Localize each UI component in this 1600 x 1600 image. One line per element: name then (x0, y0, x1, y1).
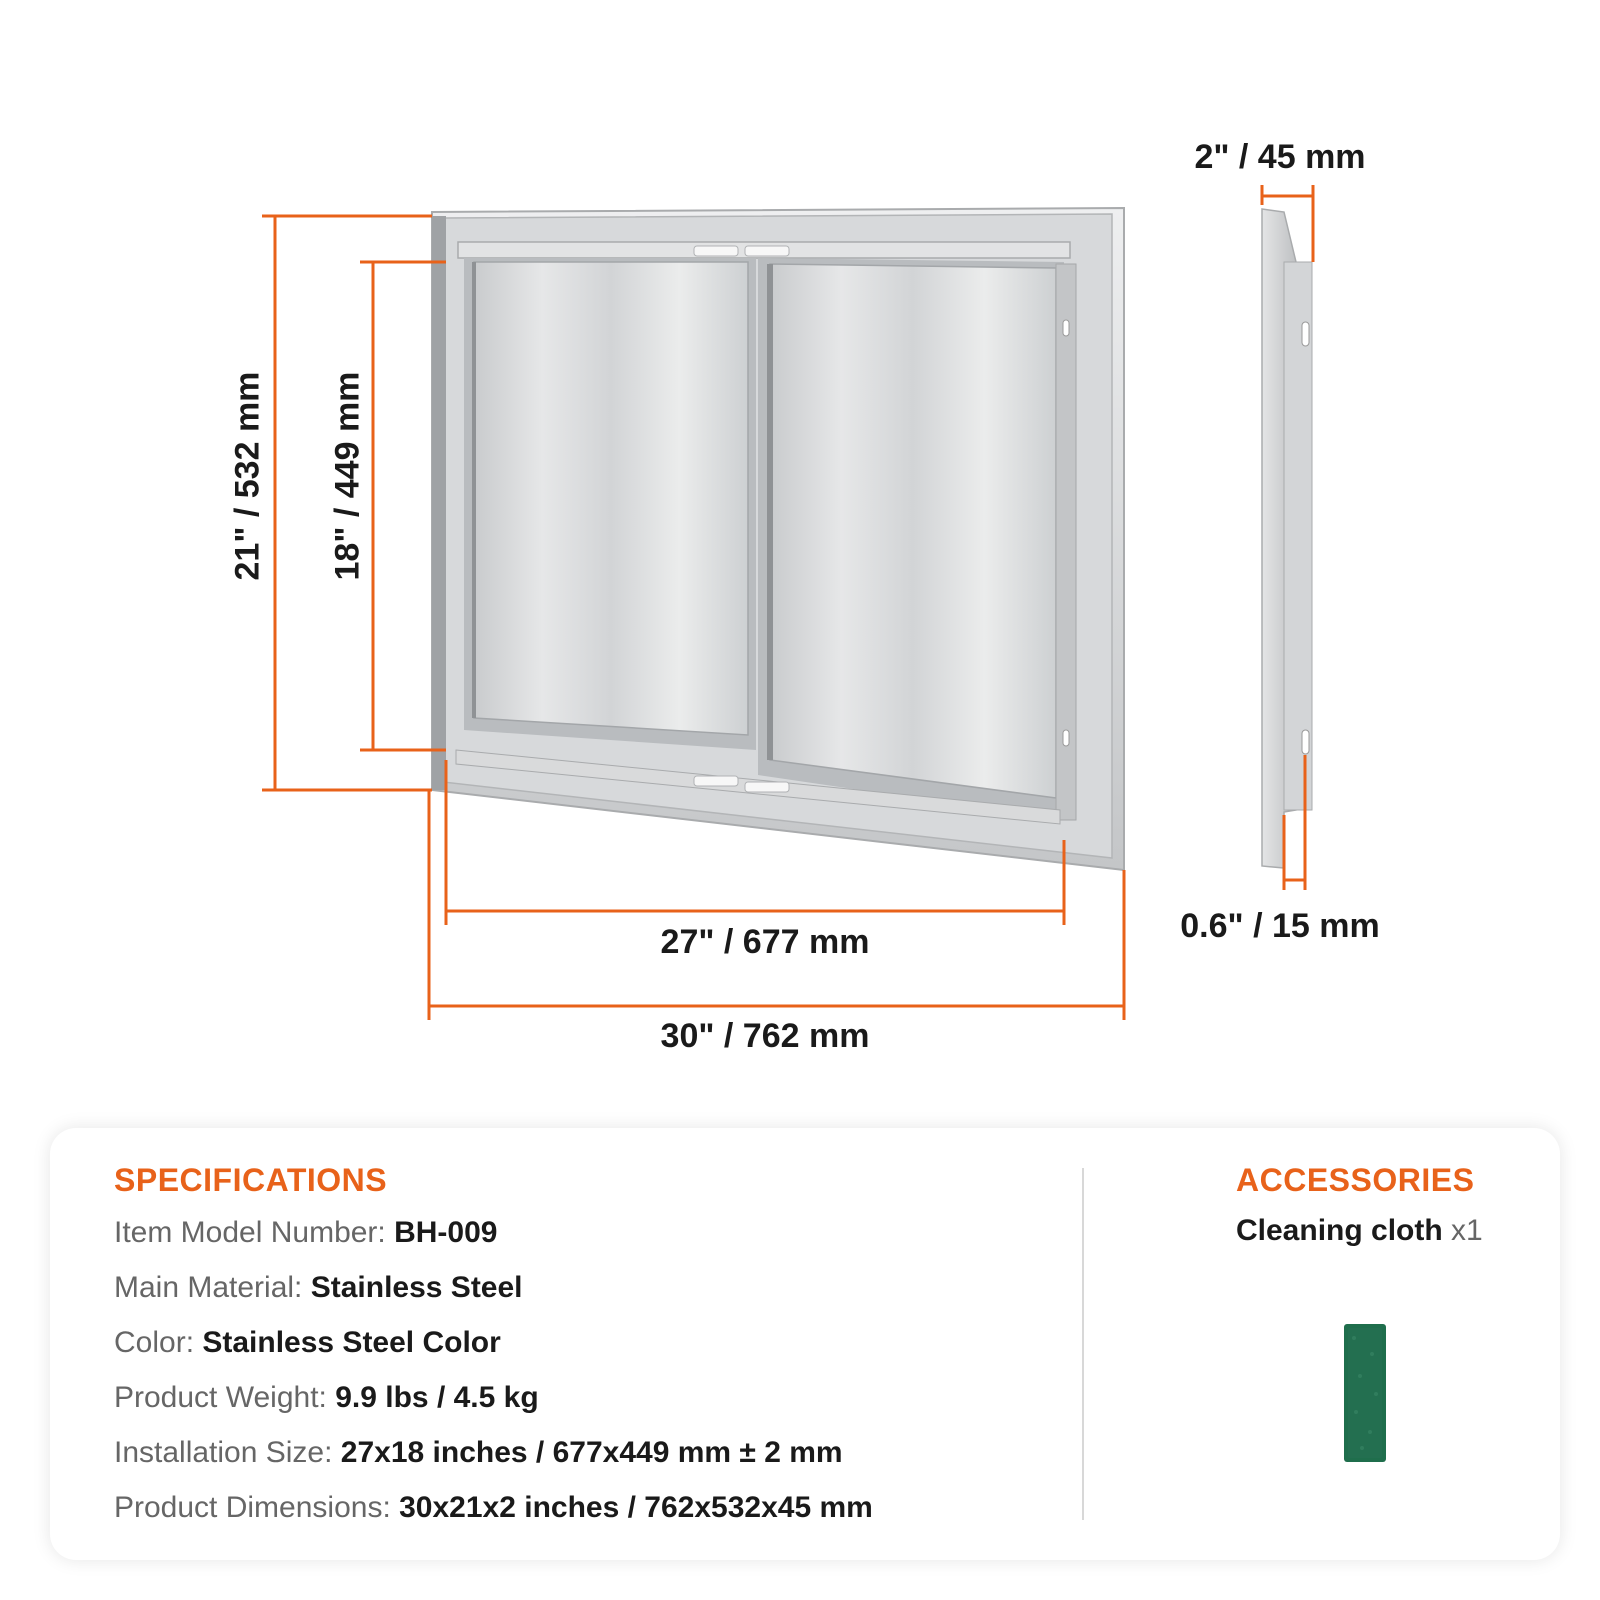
accessory-name: Cleaning cloth (1236, 1214, 1443, 1247)
overall-width-label: 30" / 762 mm (660, 1017, 870, 1055)
spec-label: Installation Size: (114, 1436, 341, 1469)
accessories-title: ACCESSORIES (1236, 1162, 1475, 1198)
left-door (464, 258, 756, 750)
spec-row-material (114, 1271, 523, 1305)
spec-label: Product Weight: (114, 1381, 336, 1414)
spec-value: Stainless Steel (310, 1271, 523, 1304)
spec-value: 27x18 inches / 677x449 mm ± 2 mm (340, 1436, 843, 1469)
cleaning-cloth-icon (1344, 1324, 1386, 1462)
spec-label: Item Model Number: (114, 1216, 395, 1249)
divider (1082, 1168, 1084, 1520)
spec-label: Main Material: (114, 1271, 311, 1304)
specs-card (50, 1128, 1560, 1560)
depth-label: 2" / 45 mm (1194, 138, 1366, 176)
spec-row-color (114, 1326, 501, 1360)
spec-row-weight (114, 1381, 539, 1415)
spec-value: Stainless Steel Color (202, 1326, 501, 1359)
inner-height-label: 18" / 449 mm (328, 371, 367, 581)
inner-width-label: 27" / 677 mm (660, 923, 870, 961)
accessory-item (1236, 1214, 1483, 1248)
spec-value: 9.9 lbs / 4.5 kg (335, 1381, 539, 1414)
spec-value: 30x21x2 inches / 762x532x45 mm (399, 1491, 873, 1524)
spec-label: Color: (114, 1326, 203, 1359)
spec-label: Product Dimensions: (114, 1491, 400, 1524)
spec-row-model (114, 1216, 497, 1250)
flange-label: 0.6" / 15 mm (1180, 907, 1380, 945)
accessory-quantity: x1 (1442, 1214, 1483, 1247)
overall-height-label: 21" / 532 mm (228, 371, 267, 581)
spec-row-installation (114, 1436, 843, 1470)
specifications-title: SPECIFICATIONS (114, 1162, 388, 1198)
right-door (758, 258, 1076, 820)
spec-row-dimensions (114, 1491, 873, 1525)
spec-value: BH-009 (394, 1216, 498, 1249)
